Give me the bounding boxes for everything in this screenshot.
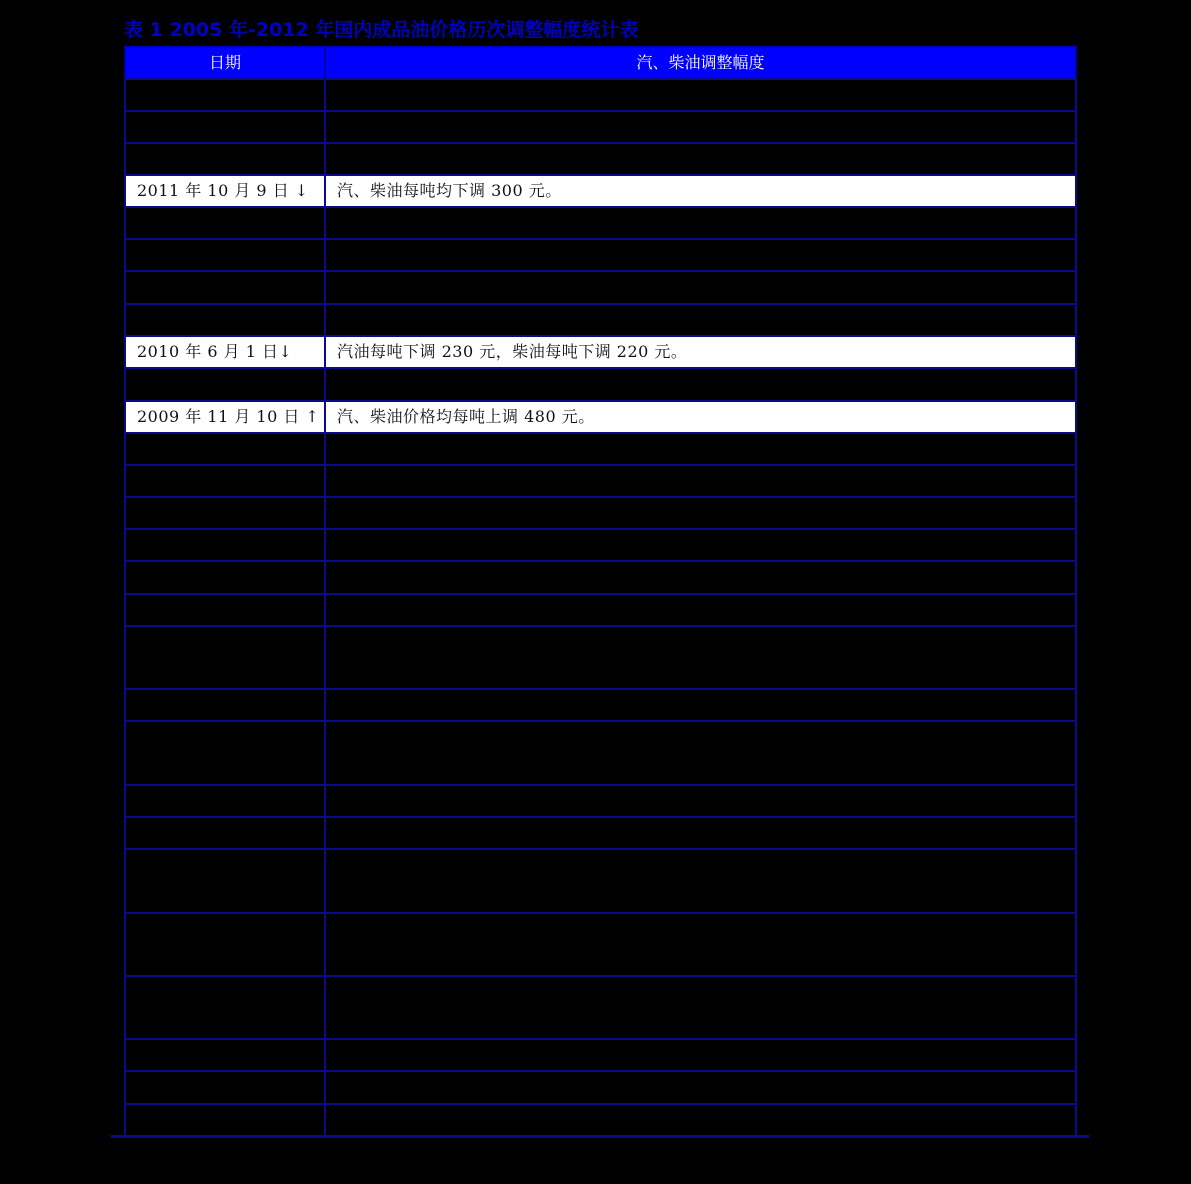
- table-row: [124, 1038, 1077, 1070]
- table-row: [124, 78, 1077, 110]
- table-row: [124, 720, 1077, 784]
- table-row: [124, 560, 1077, 593]
- table-row: [124, 464, 1077, 496]
- table-row: [124, 270, 1077, 303]
- table-row: [124, 1070, 1077, 1103]
- table-row: [124, 848, 1077, 912]
- table-row: [124, 432, 1077, 464]
- table-row: [124, 367, 1077, 400]
- header-date: 日期: [124, 48, 326, 78]
- table-row: [124, 335, 1077, 367]
- table-row: [124, 142, 1077, 174]
- date-cell: 2009 年 11 月 10 日 ↑: [137, 407, 320, 426]
- table-row: [124, 303, 1077, 335]
- header-adjustment: 汽、柴油调整幅度: [326, 48, 1077, 78]
- adjustment-cell: 汽、柴油每吨均下调 300 元。: [337, 181, 562, 200]
- table-bottom-rule: [111, 1135, 1089, 1138]
- table-row: [124, 110, 1077, 142]
- table-row: [124, 593, 1077, 625]
- table-title: 表 1 2005 年-2012 年国内成品油价格历次调整幅度统计表: [124, 19, 639, 41]
- table-header-row: [124, 46, 1077, 78]
- table-row: [124, 528, 1077, 560]
- table-row: [124, 238, 1077, 270]
- table-row: [124, 1103, 1077, 1136]
- adjustment-cell: 汽、柴油价格均每吨上调 480 元。: [337, 407, 595, 426]
- table-row: [124, 784, 1077, 816]
- date-cell: 2011 年 10 月 9 日 ↓: [137, 181, 309, 200]
- table-row: [124, 816, 1077, 848]
- table-row: [124, 174, 1077, 206]
- table-row: [124, 625, 1077, 688]
- date-cell: 2010 年 6 月 1 日↓: [137, 342, 293, 361]
- adjustment-cell: 汽油每吨下调 230 元，柴油每吨下调 220 元。: [337, 342, 688, 361]
- table-row: [124, 912, 1077, 975]
- table-row: [124, 688, 1077, 720]
- table-row: [124, 975, 1077, 1038]
- table-row: [124, 400, 1077, 432]
- table-row: [124, 206, 1077, 238]
- price-adjustment-table: [124, 46, 1077, 1137]
- table-row: [124, 496, 1077, 528]
